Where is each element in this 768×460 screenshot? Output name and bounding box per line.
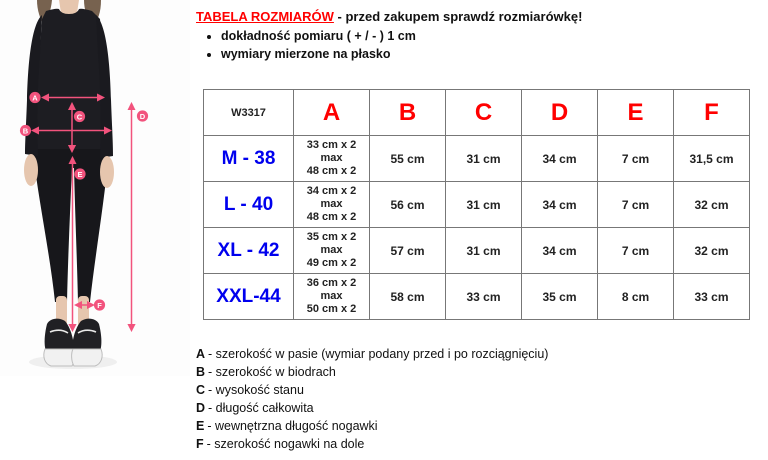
sneaker-sole-left xyxy=(44,349,75,366)
column-c: C xyxy=(446,90,522,136)
legend-letter: B xyxy=(196,365,206,379)
value-e: 7 cm xyxy=(598,136,674,182)
legend-desc: - długość całkowita xyxy=(208,401,314,415)
value-a xyxy=(294,182,370,228)
value-c: 33 cm xyxy=(446,274,522,320)
value-b: 57 cm xyxy=(370,228,446,274)
value-f: 32 cm xyxy=(674,228,750,274)
table-row xyxy=(204,274,750,320)
legend-letter: A xyxy=(196,347,206,361)
legend-desc: - szerokość nogawki na dole xyxy=(206,437,365,451)
table-row xyxy=(204,136,750,182)
column-a: A xyxy=(294,90,370,136)
marker-e xyxy=(74,168,85,179)
size-label: XL - 42 xyxy=(204,228,294,274)
value-d: 34 cm xyxy=(522,182,598,228)
value-b: 55 cm xyxy=(370,136,446,182)
product-code: W3317 xyxy=(204,90,294,136)
column-d: D xyxy=(522,90,598,136)
note-accuracy: • dokładność pomiaru ( + / - ) 1 cm xyxy=(221,27,416,45)
note-flat: • wymiary mierzone na płasko xyxy=(221,45,416,63)
value-c: 31 cm xyxy=(446,136,522,182)
a-line: max xyxy=(320,290,343,302)
model-hand-left xyxy=(24,154,38,186)
marker-a xyxy=(29,92,40,103)
marker-d xyxy=(137,110,148,121)
marker-b xyxy=(20,125,31,136)
legend-letter: C xyxy=(196,383,206,397)
sneaker-left xyxy=(45,319,74,351)
value-e: 7 cm xyxy=(598,228,674,274)
column-b: B xyxy=(370,90,446,136)
legend-desc: - wysokość stanu xyxy=(208,383,304,397)
value-b: 56 cm xyxy=(370,182,446,228)
measurement-legend xyxy=(196,347,548,455)
size-label: XXL-44 xyxy=(204,274,294,320)
column-f: F xyxy=(674,90,750,136)
a-line: max xyxy=(320,152,343,164)
legend-desc: - szerokość w pasie (wymiar podany przed i po rozciągnięciu) xyxy=(208,347,549,361)
legend-letter: E xyxy=(196,419,205,433)
value-f: 32 cm xyxy=(674,182,750,228)
legend-desc: - wewnętrzna długość nogawki xyxy=(207,419,378,433)
value-b: 58 cm xyxy=(370,274,446,320)
a-line: 36 cm x 2 xyxy=(306,277,357,289)
legend-item-f xyxy=(196,437,548,455)
model-hand-right xyxy=(100,156,114,188)
table-header-row xyxy=(204,90,750,136)
marker-c xyxy=(74,111,85,122)
value-e: 7 cm xyxy=(598,182,674,228)
value-e: 8 cm xyxy=(598,274,674,320)
value-d: 35 cm xyxy=(522,274,598,320)
value-a xyxy=(294,274,370,320)
column-e: E xyxy=(598,90,674,136)
a-line: 50 cm x 2 xyxy=(306,303,357,315)
a-line: max xyxy=(320,244,343,256)
value-f: 33 cm xyxy=(674,274,750,320)
svg-text:F: F xyxy=(97,300,102,310)
a-line: 48 cm x 2 xyxy=(306,165,357,177)
legend-letter: F xyxy=(196,437,204,451)
model-leggings xyxy=(33,146,109,302)
legend-item-e xyxy=(196,419,548,437)
size-table xyxy=(203,89,750,320)
model-photo xyxy=(0,0,190,376)
a-line: 49 cm x 2 xyxy=(306,257,357,269)
page-title xyxy=(196,9,582,24)
measurement-notes xyxy=(207,27,416,63)
legend-item-a xyxy=(196,347,548,365)
value-d: 34 cm xyxy=(522,228,598,274)
page-title-rest: - przed zakupem sprawdź rozmiarówkę! xyxy=(333,9,583,24)
svg-text:C: C xyxy=(76,112,83,122)
sneaker-right xyxy=(72,319,101,351)
legend-letter: D xyxy=(196,401,206,415)
value-d: 34 cm xyxy=(522,136,598,182)
a-line: max xyxy=(320,198,343,210)
value-a xyxy=(294,228,370,274)
legend-item-d xyxy=(196,401,548,419)
size-label: M - 38 xyxy=(204,136,294,182)
value-c: 31 cm xyxy=(446,228,522,274)
table-row xyxy=(204,182,750,228)
page-title-highlight: TABELA ROZMIARÓW xyxy=(196,9,334,24)
sneaker-sole-right xyxy=(72,349,103,366)
model-measurement-figure xyxy=(0,0,190,376)
a-line: 33 cm x 2 xyxy=(306,139,357,151)
value-c: 31 cm xyxy=(446,182,522,228)
a-line: 34 cm x 2 xyxy=(306,185,357,197)
svg-text:B: B xyxy=(22,126,29,136)
svg-text:D: D xyxy=(139,111,146,121)
size-label: L - 40 xyxy=(204,182,294,228)
a-line: 35 cm x 2 xyxy=(306,231,357,243)
legend-item-c xyxy=(196,383,548,401)
value-f: 31,5 cm xyxy=(674,136,750,182)
legend-item-b xyxy=(196,365,548,383)
value-a xyxy=(294,136,370,182)
svg-text:A: A xyxy=(32,93,38,103)
a-line: 48 cm x 2 xyxy=(306,211,357,223)
table-row xyxy=(204,228,750,274)
legend-desc: - szerokość w biodrach xyxy=(208,365,336,379)
marker-f xyxy=(94,299,105,310)
svg-text:E: E xyxy=(77,169,83,179)
